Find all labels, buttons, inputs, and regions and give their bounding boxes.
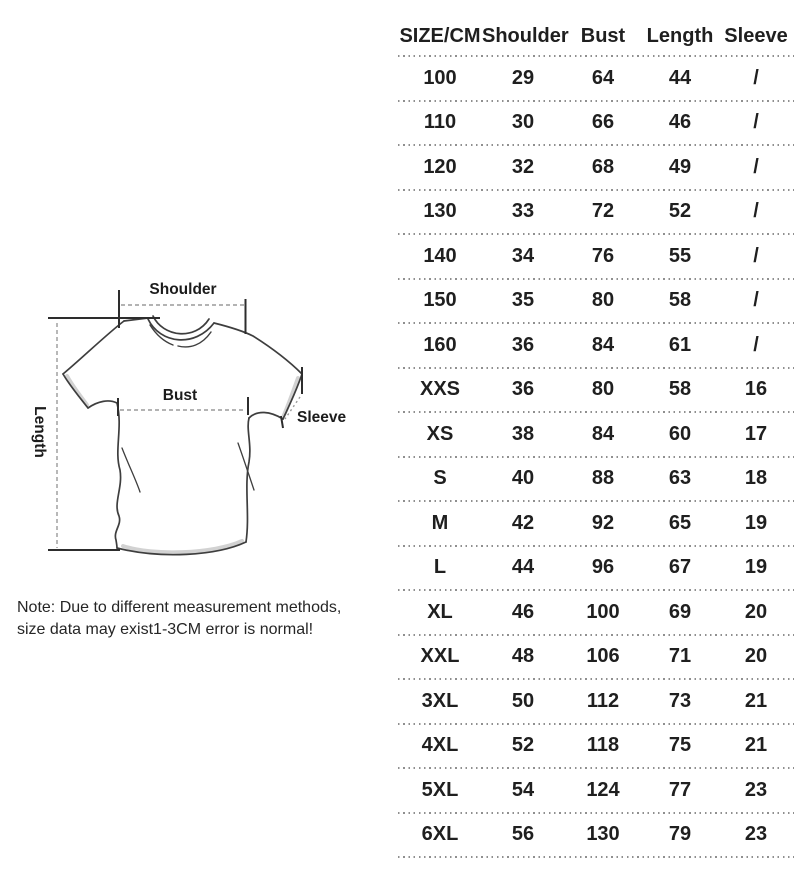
value-cell: /: [753, 155, 759, 178]
value-cell: 19: [744, 556, 768, 579]
table-row: [398, 324, 794, 367]
length-label: Length: [31, 406, 48, 458]
table-row: [398, 502, 794, 545]
shirt-outline: [63, 316, 302, 555]
value-cell: 21: [744, 734, 768, 757]
value-cell: 21: [744, 689, 768, 712]
value-cell: 20: [744, 600, 768, 623]
value-cell: 29: [511, 66, 535, 89]
value-cell: 61: [668, 333, 692, 356]
size-cell: 100: [423, 66, 457, 89]
table-row: [398, 636, 794, 679]
value-cell: /: [753, 66, 759, 89]
value-cell: 73: [668, 689, 692, 712]
size-cell: 5XL: [421, 778, 459, 801]
value-cell: 34: [511, 244, 535, 267]
value-cell: 48: [511, 645, 535, 668]
size-cell: M: [431, 511, 449, 534]
value-cell: 76: [591, 244, 615, 267]
value-cell: 44: [511, 556, 535, 579]
value-cell: 32: [511, 155, 535, 178]
table-row: [398, 191, 794, 234]
sleeve-label: Sleeve: [297, 409, 347, 426]
col-header-bust: Bust: [580, 24, 626, 47]
value-cell: 49: [668, 155, 692, 178]
size-cell: XL: [427, 600, 453, 623]
value-cell: 118: [586, 734, 620, 757]
value-cell: 60: [668, 422, 692, 445]
value-cell: 64: [591, 66, 615, 89]
size-cell: 120: [423, 155, 457, 178]
size-cell: L: [433, 556, 447, 579]
value-cell: 66: [591, 111, 615, 134]
table-row: [398, 413, 794, 456]
col-header-length: Length: [646, 24, 714, 47]
value-cell: /: [753, 333, 759, 356]
value-cell: 92: [591, 511, 615, 534]
col-header-shoulder: Shoulder: [482, 24, 569, 47]
value-cell: 17: [744, 422, 768, 445]
value-cell: 38: [511, 422, 535, 445]
value-cell: 50: [511, 689, 535, 712]
value-cell: /: [753, 111, 759, 134]
dotted-divider: [398, 856, 794, 858]
value-cell: 130: [586, 823, 620, 846]
shoulder-label: Shoulder: [149, 281, 217, 298]
note-line1: Note: Due to different measurement methods,: [17, 599, 342, 616]
size-cell: XS: [426, 422, 454, 445]
value-cell: 68: [591, 155, 615, 178]
size-table: [398, 17, 794, 858]
value-cell: 36: [511, 378, 535, 401]
table-row: [398, 458, 794, 501]
value-cell: 40: [511, 467, 535, 490]
value-cell: 96: [591, 556, 615, 579]
table-header-row: [398, 17, 794, 55]
size-cell: 140: [423, 244, 457, 267]
col-header-size: SIZE/CM: [399, 24, 481, 47]
size-cell: XXL: [420, 645, 460, 668]
value-cell: 80: [591, 378, 615, 401]
size-cell: 3XL: [421, 689, 459, 712]
value-cell: 52: [668, 200, 692, 223]
value-cell: 88: [591, 467, 615, 490]
value-cell: /: [753, 289, 759, 312]
value-cell: 75: [668, 734, 692, 757]
value-cell: 84: [591, 422, 615, 445]
table-row: [398, 725, 794, 768]
value-cell: 100: [586, 600, 620, 623]
value-cell: /: [753, 244, 759, 267]
value-cell: 46: [668, 111, 692, 134]
value-cell: 23: [744, 823, 768, 846]
value-cell: 16: [744, 378, 768, 401]
note-line2: size data may exist1-3CM error is normal!: [17, 621, 314, 638]
value-cell: 56: [511, 823, 535, 846]
table-row: [398, 680, 794, 723]
value-cell: 52: [511, 734, 535, 757]
table-row: [398, 591, 794, 634]
measurement-marks: [48, 290, 302, 550]
size-cell: S: [433, 467, 447, 490]
value-cell: 44: [668, 66, 692, 89]
value-cell: 55: [668, 244, 692, 267]
table-row: [398, 814, 794, 857]
table-row: [398, 547, 794, 590]
value-cell: 36: [511, 333, 535, 356]
size-cell: 110: [423, 111, 457, 134]
value-cell: 63: [668, 467, 692, 490]
value-cell: 33: [511, 200, 535, 223]
value-cell: 58: [668, 289, 692, 312]
table-row: [398, 146, 794, 189]
tshirt-measurement-diagram: [10, 270, 380, 580]
value-cell: 112: [586, 689, 620, 712]
value-cell: 54: [511, 778, 535, 801]
size-cell: 150: [423, 289, 457, 312]
size-cell: 6XL: [421, 823, 459, 846]
value-cell: 42: [511, 511, 535, 534]
value-cell: 20: [744, 645, 768, 668]
value-cell: 71: [668, 645, 692, 668]
value-cell: 77: [668, 778, 692, 801]
value-cell: 30: [511, 111, 535, 134]
value-cell: 80: [591, 289, 615, 312]
measurement-note: [17, 597, 341, 641]
table-row: [398, 769, 794, 812]
table-row: [398, 280, 794, 323]
value-cell: 18: [744, 467, 768, 490]
value-cell: 19: [744, 511, 768, 534]
table-row: [398, 369, 794, 412]
value-cell: 79: [668, 823, 692, 846]
value-cell: 46: [511, 600, 535, 623]
value-cell: 72: [591, 200, 615, 223]
size-cell: 130: [423, 200, 457, 223]
value-cell: /: [753, 200, 759, 223]
value-cell: 35: [511, 289, 535, 312]
value-cell: 65: [668, 511, 692, 534]
size-cell: 160: [423, 333, 457, 356]
value-cell: 69: [668, 600, 692, 623]
value-cell: 58: [668, 378, 692, 401]
bust-label: Bust: [162, 387, 198, 404]
table-row: [398, 102, 794, 145]
size-cell: 4XL: [421, 734, 459, 757]
col-header-sleeve: Sleeve: [724, 24, 788, 47]
size-cell: XXS: [419, 378, 461, 401]
value-cell: 106: [586, 645, 620, 668]
value-cell: 67: [668, 556, 692, 579]
value-cell: 84: [591, 333, 615, 356]
value-cell: 23: [744, 778, 768, 801]
table-row: [398, 57, 794, 100]
value-cell: 124: [586, 778, 620, 801]
table-row: [398, 235, 794, 278]
